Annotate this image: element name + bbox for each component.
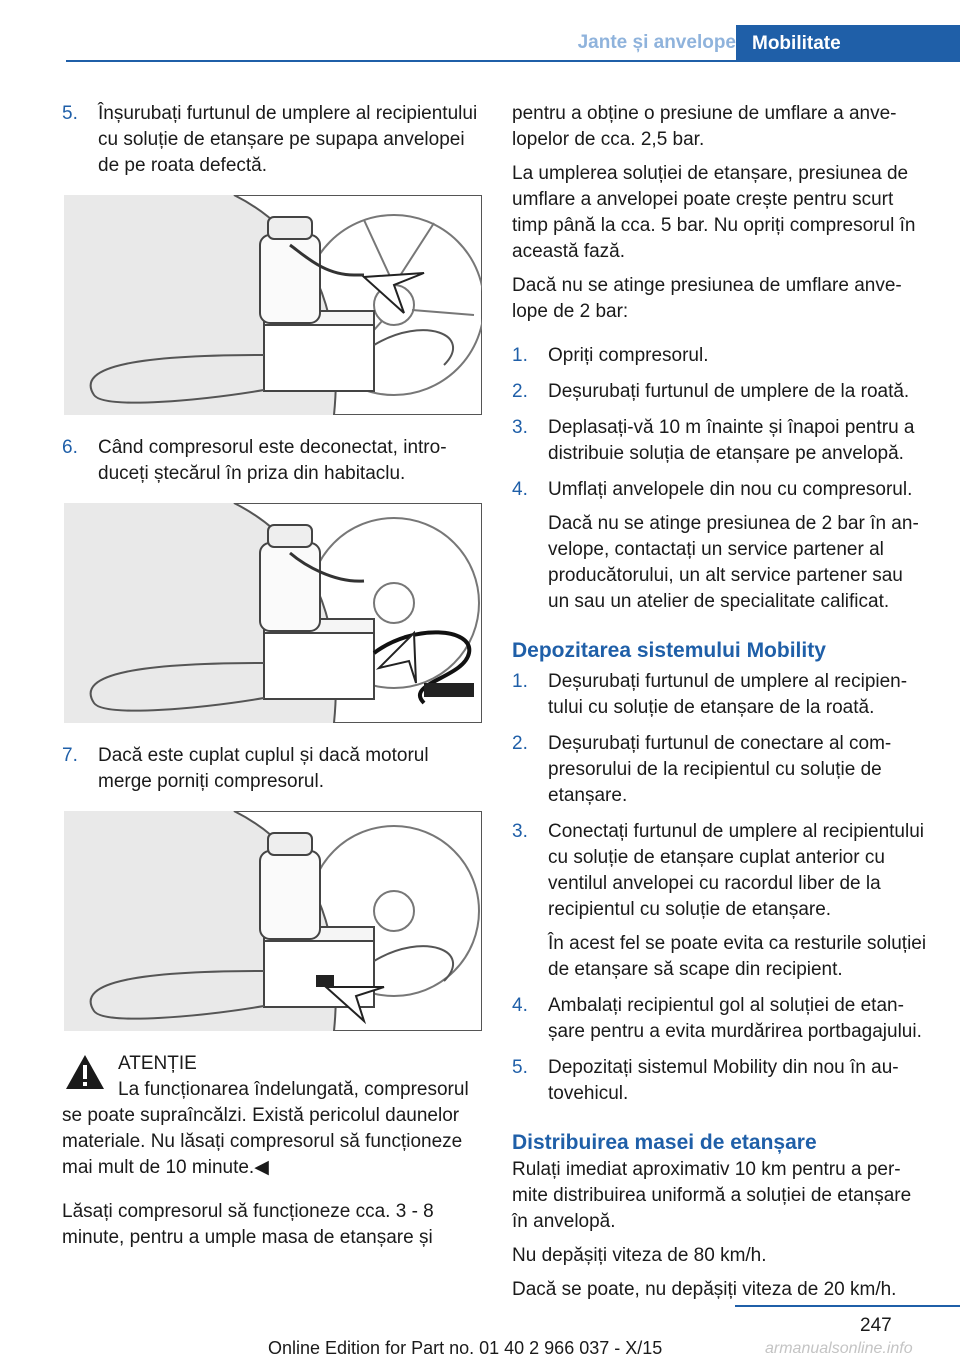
paragraph: pentru a obține o presiune de umflare a anvelopelor de cca. 2,5 bar. [512,103,897,150]
section-heading: Distribuirea masei de etanșare [512,1131,817,1154]
warning-body: La funcționarea îndelungată, compresorul se poate supraîncălzi. Există pericolul daunelor materiale. Nu lăsați compresorul să funcționeze mai mult de 10 minute.◀ [62,1079,469,1178]
item-text: Deșurubați furtunul de umplere al recipientului cu soluție de etanșare de la roată. [548,671,908,718]
list-item [512,731,928,809]
list-low-pressure [512,343,928,615]
list-item [512,669,928,721]
header-rule [66,60,960,62]
item-text: Deșurubați furtunul de conectare al compresorului de la recipientul cu soluție de etanșare. [548,733,892,806]
item-text: Depozitați sistemul Mobility din nou în autovehicul. [548,1057,899,1104]
item-text: Umflați anvelopele din nou cu compresorul. [548,479,913,500]
item-text: Deșurubați furtunul de umplere de la roată. [548,381,910,402]
compressor-illustration [64,811,482,1031]
list-item [512,477,928,615]
step-text: Dacă este cuplat cuplul și dacă motorul merge porniți compresorul. [98,745,429,792]
paragraph: Nu depășiți viteza de 80 km/h. [512,1245,767,1266]
item-number: 3. [512,821,528,842]
paragraph: La umplerea soluției de etanșare, presiunea de umflare a anvelopei poate crește pentru scurt timp până la cca. 5 bar. Nu opriți compresorul în această fază. [512,163,916,262]
step-7 [62,743,482,795]
step-6 [62,435,482,487]
compressor-illustration [64,195,482,415]
list-item [512,1055,928,1107]
item-subtext: În acest fel se poate evita ca resturile soluției de etanșare să scape din recipient. [548,933,927,980]
left-column [62,101,482,1259]
section-heading: Depozitarea sistemului Mobility [512,639,826,662]
list-storage [512,669,928,1107]
item-text: Conectați furtunul de umplere al recipientului cu soluție de etanșare cuplat anterior cu ventilul anvelopei cu racordul liber de la recipientul cu soluție de etanșare. [548,821,924,920]
item-text: Opriți compresorul. [548,345,709,366]
edition-note: Online Edition for Part no. 01 40 2 966 037 - X/15 [268,1338,663,1358]
item-number: 4. [512,479,528,500]
list-item [512,343,928,369]
paragraph: Dacă se poate, nu depășiți viteza de 20 km/h. [512,1279,897,1300]
step-text: Când compresorul este deconectat, introduceți ștecărul în priza din habitaclu. [98,437,447,484]
section-title: Jante și anvelope [577,32,736,53]
item-number: 2. [512,381,528,402]
watermark: armanualsonline.info [765,1340,913,1357]
item-text: Deplasați-vă 10 m înainte și înapoi pentru a distribuie soluția de etanșare pe anvelopă. [548,417,915,464]
page-header [66,25,960,62]
list-item [512,379,928,405]
step-number: 5. [62,103,78,124]
illustration-switch [64,811,482,1031]
item-text: Ambalați recipientul gol al soluției de etanșare pentru a evita murdărirea portbagajului. [548,995,922,1042]
item-subtext: Dacă nu se atinge presiunea de 2 bar în anvelope, contactați un service partener al producătorului, un alt service partener sau un sau un atelier de specialitate calificat. [548,513,919,612]
paragraph: Dacă nu se atinge presiunea de umflare anvelope de 2 bar: [512,275,902,322]
list-item [512,415,928,467]
item-number: 1. [512,345,528,366]
item-number: 5. [512,1057,528,1078]
item-number: 3. [512,417,528,438]
illustration-fill-hose [64,195,482,415]
warning-triangle-icon [64,1053,106,1091]
step-5 [62,101,482,179]
step-text: Înșurubați furtunul de umplere al recipientului cu soluție de etanșare pe supapa anvelopei de pe roata defectă. [98,103,478,176]
compressor-illustration [64,503,482,723]
warning-title: ATENȚIE [118,1053,197,1074]
right-column [512,101,928,1311]
item-number: 1. [512,671,528,692]
item-number: 2. [512,733,528,754]
page-number: 247 [860,1315,892,1336]
chapter-tab: Mobilitate [736,25,960,62]
paragraph: Rulați imediat aproximativ 10 km pentru a permite distribuirea uniformă a soluției de etanșare în anvelopă. [512,1159,912,1232]
footer-rule [735,1305,960,1307]
warning-notice [62,1051,482,1181]
list-item [512,993,928,1045]
step-number: 7. [62,745,78,766]
item-number: 4. [512,995,528,1016]
paragraph: Lăsați compresorul să funcționeze cca. 3 - 8 minute, pentru a umple masa de etanșare și [62,1201,434,1248]
step-number: 6. [62,437,78,458]
list-item [512,819,928,983]
illustration-plug [64,503,482,723]
